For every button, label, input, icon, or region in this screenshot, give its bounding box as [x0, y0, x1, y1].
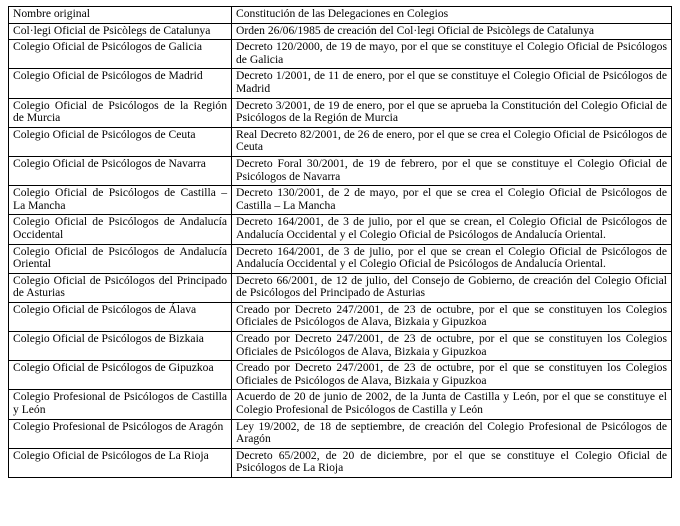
row-name: Colegio Oficial de Psicólogos de Ceuta: [9, 127, 232, 156]
row-name: Colegio Oficial de Psicólogos de Castilla – La Mancha: [9, 186, 232, 215]
table-row: [9, 186, 672, 215]
row-name: Colegio Oficial de Psicólogos de La Rioja: [9, 448, 232, 477]
row-constitution: Decreto 164/2001, de 3 de julio, por el que se crean, el Colegio Oficial de Psicólogos de Andalucía Occidental y el Colegio Oficial de Psicólogos de Andalucía Oriental.: [232, 215, 672, 244]
table-row: [9, 273, 672, 302]
table-row: [9, 215, 672, 244]
colegios-table: [8, 6, 672, 478]
table-row: [9, 40, 672, 69]
row-name: Colegio Oficial de Psicólogos de Navarra: [9, 156, 232, 185]
row-name: Colegio Oficial de Psicólogos de Madrid: [9, 69, 232, 98]
row-constitution: Decreto Foral 30/2001, de 19 de febrero, por el que se constituye el Colegio Oficial de Psicólogos de Navarra: [232, 156, 672, 185]
row-constitution: Decreto 120/2000, de 19 de mayo, por el que se constituye el Colegio Oficial de Psicólogos de Galicia: [232, 40, 672, 69]
row-constitution: Creado por Decreto 247/2001, de 23 de octubre, por el que se constituyen los Colegios Oficiales de Psicólogos de Alava, Bizkaia y Gipuzkoa: [232, 361, 672, 390]
row-constitution: Decreto 164/2001, de 3 de julio, por el que se crean el Colegio Oficial de Psicólogos de Andalucía Occidental y el Colegio Oficial de Psicólogos de Andalucía Oriental.: [232, 244, 672, 273]
header-nombre-original: Nombre original: [9, 7, 232, 24]
table-row: [9, 156, 672, 185]
row-constitution: Ley 19/2002, de 18 de septiembre, de creación del Colegio Profesional de Psicólogos de Aragón: [232, 419, 672, 448]
table-row: [9, 332, 672, 361]
row-constitution: Creado por Decreto 247/2001, de 23 de octubre, por el que se constituyen los Colegios Oficiales de Psicólogos de Alava, Bizkaia y Gipuzkoa: [232, 302, 672, 331]
row-name: Colegio Oficial de Psicólogos de Bizkaia: [9, 332, 232, 361]
table-row: [9, 448, 672, 477]
table-row: [9, 361, 672, 390]
row-constitution: Decreto 66/2001, de 12 de julio, del Consejo de Gobierno, de creación del Colegio Oficial de Psicólogos del Principado de Asturias: [232, 273, 672, 302]
table-row: [9, 302, 672, 331]
row-name: Colegio Oficial de Psicólogos de Galicia: [9, 40, 232, 69]
row-constitution: Creado por Decreto 247/2001, de 23 de octubre, por el que se constituyen los Colegios Oficiales de Psicólogos de Alava, Bizkaia y Gipuzkoa: [232, 332, 672, 361]
table-row: [9, 244, 672, 273]
row-constitution: Decreto 65/2002, de 20 de diciembre, por el que se constituye el Colegio Oficial de Psicólogos de La Rioja: [232, 448, 672, 477]
header-constitucion: Constitución de las Delegaciones en Colegios: [232, 7, 672, 24]
row-constitution: Decreto 3/2001, de 19 de enero, por el que se aprueba la Constitución del Colegio Oficial de Psicólogos de la Región de Murcia: [232, 98, 672, 127]
table-row: [9, 390, 672, 419]
row-name: Colegio Oficial de Psicólogos de Andalucía Oriental: [9, 244, 232, 273]
table-row: [9, 23, 672, 40]
table-row: [9, 127, 672, 156]
row-name: Colegio Oficial de Psicólogos de Andalucía Occidental: [9, 215, 232, 244]
row-constitution: Acuerdo de 20 de junio de 2002, de la Junta de Castilla y León, por el que se constituye el Colegio Profesional de Psicólogos de Castilla y León: [232, 390, 672, 419]
row-constitution: Decreto 1/2001, de 11 de enero, por el que se constituye el Colegio Oficial de Psicólogos de Madrid: [232, 69, 672, 98]
table-row: [9, 98, 672, 127]
row-name: Colegio Oficial de Psicólogos de la Región de Murcia: [9, 98, 232, 127]
row-constitution: Real Decreto 82/2001, de 26 de enero, por el que se crea el Colegio Oficial de Psicólogos de Ceuta: [232, 127, 672, 156]
row-name: Colegio Profesional de Psicólogos de Aragón: [9, 419, 232, 448]
table-row: [9, 69, 672, 98]
table-header-row: [9, 7, 672, 24]
row-name: Col·legi Oficial de Psicòlegs de Catalunya: [9, 23, 232, 40]
row-constitution: Decreto 130/2001, de 2 de mayo, por el que se crea el Colegio Oficial de Psicólogos de Castilla – La Mancha: [232, 186, 672, 215]
row-constitution: Orden 26/06/1985 de creación del Col·legi Oficial de Psicòlegs de Catalunya: [232, 23, 672, 40]
row-name: Colegio Oficial de Psicólogos de Álava: [9, 302, 232, 331]
row-name: Colegio Oficial de Psicólogos de Gipuzkoa: [9, 361, 232, 390]
table-row: [9, 419, 672, 448]
row-name: Colegio Profesional de Psicólogos de Castilla y León: [9, 390, 232, 419]
row-name: Colegio Oficial de Psicólogos del Principado de Asturias: [9, 273, 232, 302]
